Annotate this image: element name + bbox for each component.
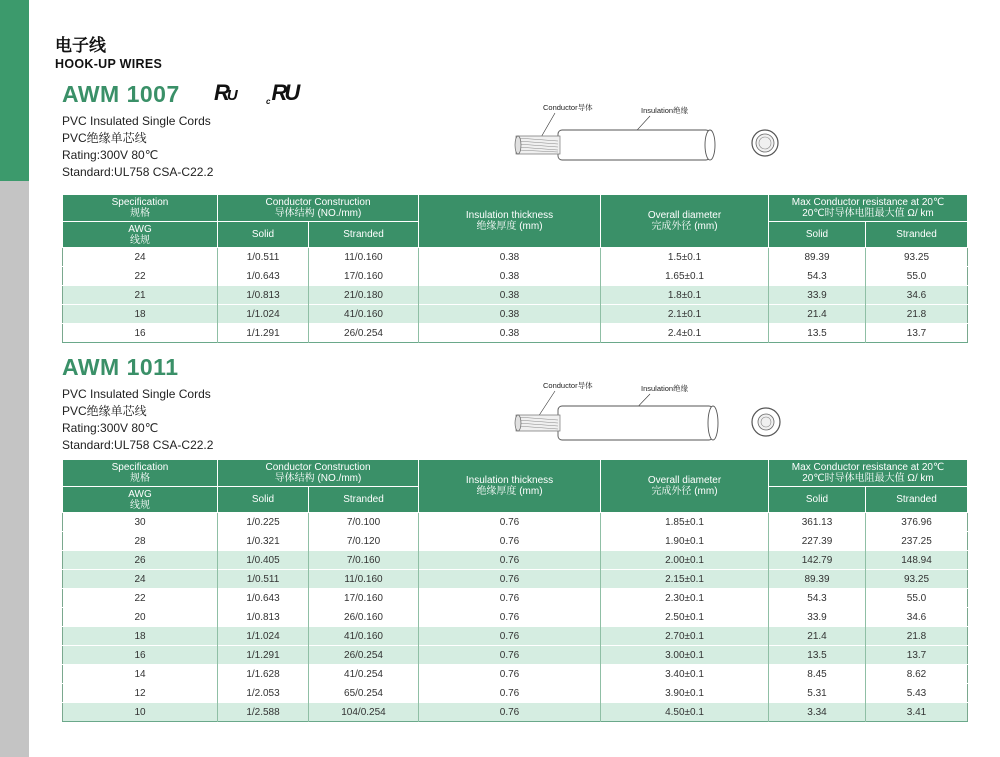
cell-solid: 1/0.813: [218, 608, 309, 627]
cell-solid: 1/0.405: [218, 551, 309, 570]
cell-stranded: 17/0.160: [309, 589, 419, 608]
cell-insulation: 0.38: [419, 267, 601, 286]
cell-res-solid: 89.39: [769, 570, 866, 589]
cell-res-solid: 227.39: [769, 532, 866, 551]
cell-overall: 3.90±0.1: [601, 684, 769, 703]
cell-res-stranded: 13.7: [866, 324, 968, 343]
cell-awg: 10: [63, 703, 218, 722]
cell-awg: 26: [63, 551, 218, 570]
cell-overall: 1.90±0.1: [601, 532, 769, 551]
cell-stranded: 26/0.254: [309, 646, 419, 665]
ul-listed-mark: RU: [214, 80, 235, 105]
cell-solid: 1/0.643: [218, 589, 309, 608]
cell-stranded: 7/0.120: [309, 532, 419, 551]
cell-stranded: 7/0.100: [309, 513, 419, 532]
cell-awg: 16: [63, 324, 218, 343]
cell-awg: 22: [63, 589, 218, 608]
cell-overall: 3.40±0.1: [601, 665, 769, 684]
header-awg: AWG 线规: [63, 487, 218, 513]
cell-overall: 1.5±0.1: [601, 248, 769, 267]
cell-res-solid: 54.3: [769, 267, 866, 286]
wire-diagram: [510, 98, 800, 170]
wire-diagram: [510, 376, 800, 448]
section-info-awm1011: [62, 386, 213, 454]
header-spec: Specification 规格: [63, 195, 218, 222]
cell-solid: 1/0.321: [218, 532, 309, 551]
cell-stranded: 41/0.254: [309, 665, 419, 684]
table-body: [63, 248, 968, 343]
cell-res-solid: 361.13: [769, 513, 866, 532]
header-solid: Solid: [218, 222, 309, 248]
cell-stranded: 11/0.160: [309, 570, 419, 589]
cell-awg: 28: [63, 532, 218, 551]
header-res-stranded: Stranded: [866, 487, 968, 513]
cell-stranded: 26/0.160: [309, 608, 419, 627]
cell-stranded: 7/0.160: [309, 551, 419, 570]
section-title-awm1011: AWM 1011: [62, 354, 179, 380]
cul-listed-mark: cRU: [266, 80, 298, 106]
cell-res-stranded: 5.43: [866, 684, 968, 703]
rating: Rating:300V 80℃: [62, 148, 159, 162]
cell-insulation: 0.76: [419, 532, 601, 551]
side-bar-accent: [0, 0, 29, 181]
table-row: [63, 627, 968, 646]
table-row: [63, 608, 968, 627]
cell-overall: 2.15±0.1: [601, 570, 769, 589]
cell-stranded: 65/0.254: [309, 684, 419, 703]
table-row: [63, 551, 968, 570]
cell-res-solid: 5.31: [769, 684, 866, 703]
cell-res-solid: 21.4: [769, 305, 866, 324]
cell-overall: 2.50±0.1: [601, 608, 769, 627]
spec-table-awm1007: [62, 194, 968, 343]
conductor-label: Conductor导体: [543, 381, 593, 390]
cell-solid: 1/1.291: [218, 324, 309, 343]
cell-overall: 2.70±0.1: [601, 627, 769, 646]
cell-stranded: 41/0.160: [309, 305, 419, 324]
cell-solid: 1/0.511: [218, 248, 309, 267]
header-stranded: Stranded: [309, 222, 419, 248]
cell-insulation: 0.76: [419, 665, 601, 684]
cell-stranded: 104/0.254: [309, 703, 419, 722]
cell-stranded: 21/0.180: [309, 286, 419, 305]
cell-overall: 1.8±0.1: [601, 286, 769, 305]
insulation-label: Insulation绝缘: [641, 106, 689, 115]
header-overall: Overall diameter 完成外径 (mm): [601, 195, 769, 248]
page-title: HOOK-UP WIRES: [55, 57, 163, 71]
header-stranded: Stranded: [309, 487, 419, 513]
cell-insulation: 0.38: [419, 324, 601, 343]
table-row: [63, 267, 968, 286]
table-row: [63, 646, 968, 665]
description-cn: PVC绝缘单芯线: [62, 131, 147, 145]
header-awg: AWG 线规: [63, 222, 218, 248]
cell-overall: 1.85±0.1: [601, 513, 769, 532]
cell-awg: 30: [63, 513, 218, 532]
table-row: [63, 513, 968, 532]
section-info-awm1007: [62, 113, 213, 181]
cell-insulation: 0.76: [419, 551, 601, 570]
header-insulation: Insulation thickness 绝缘厚度 (mm): [419, 195, 601, 248]
cell-res-solid: 89.39: [769, 248, 866, 267]
cell-res-solid: 33.9: [769, 286, 866, 305]
cell-insulation: 0.76: [419, 703, 601, 722]
cell-res-stranded: 3.41: [866, 703, 968, 722]
cell-solid: 1/1.291: [218, 646, 309, 665]
cell-insulation: 0.76: [419, 627, 601, 646]
header-resistance: Max Conductor resistance at 20℃ 20℃时导体电阻最大值 Ω/ km: [769, 460, 968, 487]
cell-res-solid: 54.3: [769, 589, 866, 608]
cell-res-solid: 8.45: [769, 665, 866, 684]
header-spec: Specification 规格: [63, 460, 218, 487]
cell-awg: 24: [63, 248, 218, 267]
cell-res-stranded: 93.25: [866, 570, 968, 589]
cell-res-stranded: 21.8: [866, 627, 968, 646]
rating: Rating:300V 80℃: [62, 421, 159, 435]
spec-table-awm1011: [62, 459, 968, 722]
header-conductor: Conductor Construction 导体结构 (NO./mm): [218, 460, 419, 487]
insulation-label: Insulation绝缘: [641, 384, 689, 393]
header-insulation: Insulation thickness 绝缘厚度 (mm): [419, 460, 601, 513]
description-cn: PVC绝缘单芯线: [62, 404, 147, 418]
cell-stranded: 17/0.160: [309, 267, 419, 286]
cell-awg: 22: [63, 267, 218, 286]
cell-stranded: 11/0.160: [309, 248, 419, 267]
table-row: [63, 570, 968, 589]
header-res-stranded: Stranded: [866, 222, 968, 248]
header-res-solid: Solid: [769, 487, 866, 513]
cell-res-stranded: 8.62: [866, 665, 968, 684]
table-body: [63, 513, 968, 722]
header-conductor: Conductor Construction 导体结构 (NO./mm): [218, 195, 419, 222]
cell-solid: 1/1.024: [218, 305, 309, 324]
cell-res-solid: 3.34: [769, 703, 866, 722]
table-row: [63, 684, 968, 703]
standard: Standard:UL758 CSA-C22.2: [62, 438, 214, 452]
cell-solid: 1/0.643: [218, 267, 309, 286]
header-solid: Solid: [218, 487, 309, 513]
cell-res-stranded: 34.6: [866, 608, 968, 627]
cell-awg: 14: [63, 665, 218, 684]
cell-stranded: 41/0.160: [309, 627, 419, 646]
conductor-label: Conductor导体: [543, 103, 593, 112]
cell-awg: 21: [63, 286, 218, 305]
cell-awg: 20: [63, 608, 218, 627]
table-row: [63, 532, 968, 551]
cell-res-stranded: 148.94: [866, 551, 968, 570]
cell-insulation: 0.76: [419, 684, 601, 703]
cell-res-stranded: 55.0: [866, 589, 968, 608]
cell-overall: 1.65±0.1: [601, 267, 769, 286]
cell-res-stranded: 55.0: [866, 267, 968, 286]
cell-insulation: 0.38: [419, 248, 601, 267]
description: PVC Insulated Single Cords: [62, 387, 211, 401]
cell-res-solid: 33.9: [769, 608, 866, 627]
cell-overall: 2.1±0.1: [601, 305, 769, 324]
table-row: [63, 305, 968, 324]
cell-res-stranded: 13.7: [866, 646, 968, 665]
cell-overall: 4.50±0.1: [601, 703, 769, 722]
table-row: [63, 665, 968, 684]
description: PVC Insulated Single Cords: [62, 114, 211, 128]
cell-stranded: 26/0.254: [309, 324, 419, 343]
cell-insulation: 0.76: [419, 589, 601, 608]
cell-res-solid: 21.4: [769, 627, 866, 646]
cell-res-stranded: 21.8: [866, 305, 968, 324]
cell-res-stranded: 34.6: [866, 286, 968, 305]
table-row: [63, 589, 968, 608]
cell-solid: 1/0.511: [218, 570, 309, 589]
cell-overall: 2.00±0.1: [601, 551, 769, 570]
table-row: [63, 248, 968, 267]
cell-insulation: 0.76: [419, 513, 601, 532]
cell-awg: 16: [63, 646, 218, 665]
table-row: [63, 286, 968, 305]
cell-res-solid: 13.5: [769, 324, 866, 343]
cell-res-solid: 13.5: [769, 646, 866, 665]
cell-awg: 18: [63, 627, 218, 646]
cell-awg: 12: [63, 684, 218, 703]
cell-solid: 1/1.024: [218, 627, 309, 646]
cell-solid: 1/2.588: [218, 703, 309, 722]
header-resistance: Max Conductor resistance at 20℃ 20℃时导体电阻最大值 Ω/ km: [769, 195, 968, 222]
cell-res-stranded: 237.25: [866, 532, 968, 551]
page-title-cn: 电子线: [55, 36, 106, 56]
cell-overall: 2.4±0.1: [601, 324, 769, 343]
cell-insulation: 0.76: [419, 608, 601, 627]
header-res-solid: Solid: [769, 222, 866, 248]
cell-awg: 18: [63, 305, 218, 324]
cell-insulation: 0.76: [419, 570, 601, 589]
cell-solid: 1/0.813: [218, 286, 309, 305]
cell-insulation: 0.38: [419, 305, 601, 324]
cell-awg: 24: [63, 570, 218, 589]
cell-res-stranded: 376.96: [866, 513, 968, 532]
cell-solid: 1/0.225: [218, 513, 309, 532]
cell-overall: 2.30±0.1: [601, 589, 769, 608]
cell-solid: 1/1.628: [218, 665, 309, 684]
section-title-awm1007: AWM 1007: [62, 81, 180, 107]
standard: Standard:UL758 CSA-C22.2: [62, 165, 214, 179]
cell-insulation: 0.38: [419, 286, 601, 305]
cell-res-solid: 142.79: [769, 551, 866, 570]
cell-overall: 3.00±0.1: [601, 646, 769, 665]
header-overall: Overall diameter 完成外径 (mm): [601, 460, 769, 513]
table-row: [63, 703, 968, 722]
table-row: [63, 324, 968, 343]
cell-res-stranded: 93.25: [866, 248, 968, 267]
cell-insulation: 0.76: [419, 646, 601, 665]
cell-solid: 1/2.053: [218, 684, 309, 703]
